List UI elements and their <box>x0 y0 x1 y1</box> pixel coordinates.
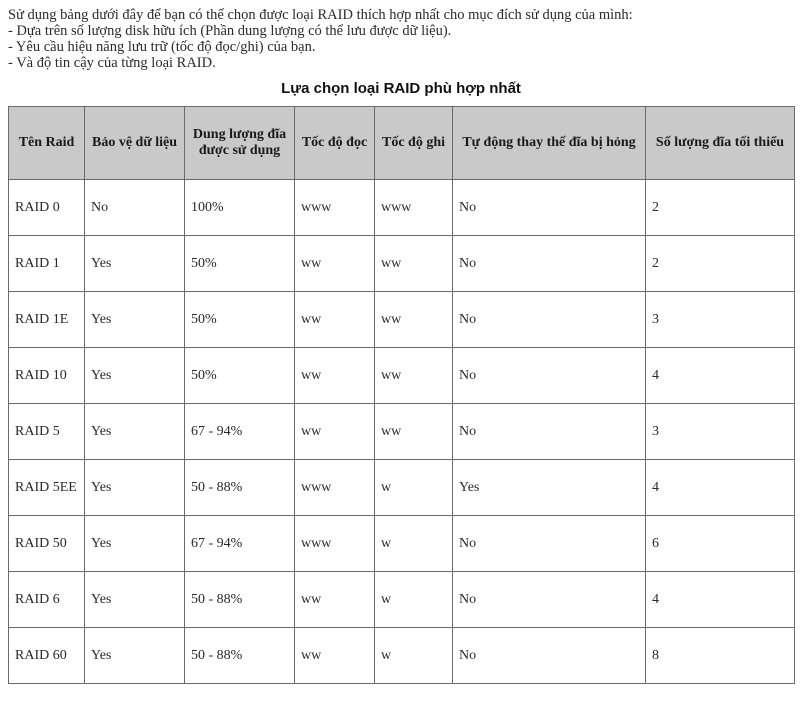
cell-auto-rebuild: No <box>453 572 646 628</box>
cell-auto-rebuild: Yes <box>453 460 646 516</box>
cell-auto-rebuild: No <box>453 348 646 404</box>
cell-min-disks: 4 <box>646 460 795 516</box>
cell-raid-name: RAID 5EE <box>9 460 85 516</box>
cell-min-disks: 3 <box>646 404 795 460</box>
cell-raid-name: RAID 60 <box>9 628 85 684</box>
table-row <box>9 292 795 348</box>
cell-usable-capacity: 50% <box>185 236 295 292</box>
table-row <box>9 516 795 572</box>
cell-write-speed: w <box>375 572 453 628</box>
cell-read-speed: www <box>295 460 375 516</box>
cell-data-protection: Yes <box>85 236 185 292</box>
col-header-min-disks: Số lượng đĩa tối thiểu <box>646 107 795 180</box>
cell-write-speed: w <box>375 628 453 684</box>
cell-min-disks: 2 <box>646 236 795 292</box>
col-header-read-speed: Tốc độ đọc <box>295 107 375 180</box>
cell-data-protection: No <box>85 180 185 236</box>
intro-line: - Yêu cầu hiệu năng lưu trữ (tốc độ đọc/ghi) của bạn. <box>8 39 316 55</box>
table-row <box>9 460 795 516</box>
cell-data-protection: Yes <box>85 404 185 460</box>
cell-data-protection: Yes <box>85 460 185 516</box>
cell-read-speed: ww <box>295 572 375 628</box>
cell-min-disks: 4 <box>646 572 795 628</box>
cell-auto-rebuild: No <box>453 180 646 236</box>
col-header-raid-name: Tên Raid <box>9 107 85 180</box>
cell-min-disks: 6 <box>646 516 795 572</box>
cell-raid-name: RAID 0 <box>9 180 85 236</box>
cell-write-speed: ww <box>375 236 453 292</box>
cell-usable-capacity: 100% <box>185 180 295 236</box>
cell-read-speed: ww <box>295 348 375 404</box>
table-row <box>9 572 795 628</box>
intro-line: - Và độ tin cậy của từng loại RAID. <box>8 55 216 71</box>
cell-read-speed: www <box>295 516 375 572</box>
cell-data-protection: Yes <box>85 628 185 684</box>
cell-write-speed: ww <box>375 348 453 404</box>
cell-raid-name: RAID 10 <box>9 348 85 404</box>
intro-line: Sử dụng bảng dưới đây để bạn có thể chọn được loại RAID thích hợp nhất cho mục đích sử dụng của mình: <box>8 7 633 23</box>
cell-write-speed: w <box>375 460 453 516</box>
cell-read-speed: ww <box>295 236 375 292</box>
cell-auto-rebuild: No <box>453 292 646 348</box>
cell-read-speed: www <box>295 180 375 236</box>
cell-raid-name: RAID 5 <box>9 404 85 460</box>
cell-read-speed: ww <box>295 404 375 460</box>
cell-min-disks: 4 <box>646 348 795 404</box>
cell-data-protection: Yes <box>85 572 185 628</box>
table-row <box>9 348 795 404</box>
cell-auto-rebuild: No <box>453 236 646 292</box>
cell-raid-name: RAID 50 <box>9 516 85 572</box>
cell-data-protection: Yes <box>85 292 185 348</box>
cell-raid-name: RAID 1 <box>9 236 85 292</box>
cell-read-speed: ww <box>295 628 375 684</box>
cell-write-speed: w <box>375 516 453 572</box>
cell-usable-capacity: 50 - 88% <box>185 460 295 516</box>
col-header-write-speed: Tốc độ ghi <box>375 107 453 180</box>
cell-auto-rebuild: No <box>453 628 646 684</box>
table-header-row <box>9 107 795 180</box>
raid-comparison-table <box>8 106 795 684</box>
cell-write-speed: ww <box>375 292 453 348</box>
cell-min-disks: 2 <box>646 180 795 236</box>
cell-usable-capacity: 50 - 88% <box>185 628 295 684</box>
table-row <box>9 404 795 460</box>
cell-usable-capacity: 50% <box>185 348 295 404</box>
cell-min-disks: 8 <box>646 628 795 684</box>
table-row <box>9 628 795 684</box>
cell-usable-capacity: 50 - 88% <box>185 572 295 628</box>
cell-raid-name: RAID 6 <box>9 572 85 628</box>
cell-write-speed: www <box>375 180 453 236</box>
table-caption: Lựa chọn loại RAID phù hợp nhất <box>281 80 521 97</box>
intro-line: - Dựa trên số lượng disk hữu ích (Phần dung lượng có thể lưu được dữ liệu). <box>8 23 452 39</box>
cell-usable-capacity: 67 - 94% <box>185 516 295 572</box>
cell-min-disks: 3 <box>646 292 795 348</box>
cell-auto-rebuild: No <box>453 404 646 460</box>
cell-read-speed: ww <box>295 292 375 348</box>
col-header-usable-capacity: Dung lượng đĩa được sử dụng <box>185 107 295 180</box>
table-row <box>9 236 795 292</box>
col-header-data-protection: Bảo vệ dữ liệu <box>85 107 185 180</box>
cell-write-speed: ww <box>375 404 453 460</box>
table-body <box>9 180 795 684</box>
cell-usable-capacity: 67 - 94% <box>185 404 295 460</box>
cell-data-protection: Yes <box>85 348 185 404</box>
intro-text <box>8 7 793 71</box>
cell-data-protection: Yes <box>85 516 185 572</box>
cell-auto-rebuild: No <box>453 516 646 572</box>
col-header-auto-rebuild: Tự động thay thế đĩa bị hỏng <box>453 107 646 180</box>
table-row <box>9 180 795 236</box>
cell-usable-capacity: 50% <box>185 292 295 348</box>
cell-raid-name: RAID 1E <box>9 292 85 348</box>
